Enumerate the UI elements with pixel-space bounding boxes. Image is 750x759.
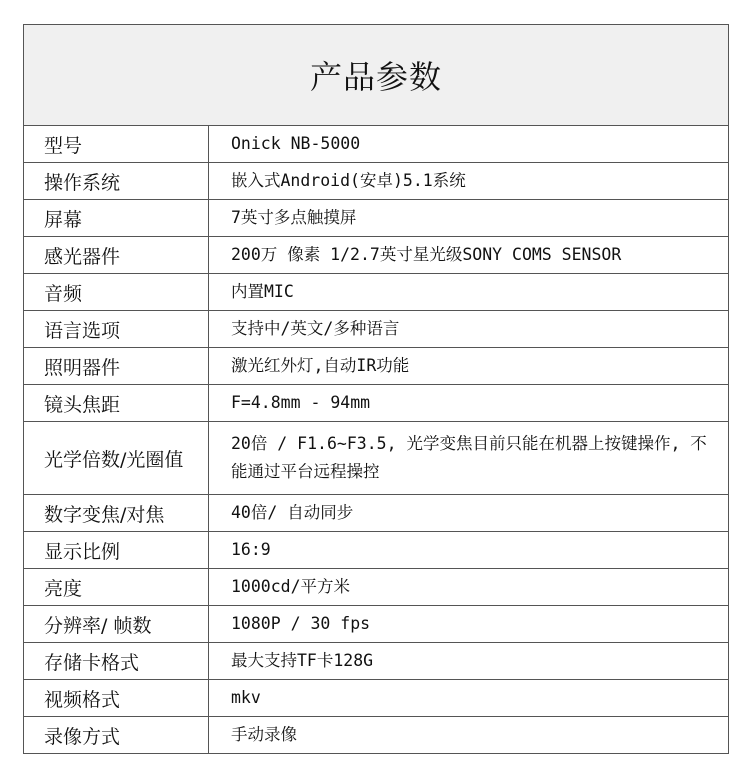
table-row [24, 643, 729, 680]
spec-label: 数字变焦/对焦 [24, 495, 209, 532]
spec-value: 200万 像素 1/2.7英寸星光级SONY COMS SENSOR [209, 237, 729, 274]
spec-label: 语言选项 [24, 311, 209, 348]
table-row [24, 717, 729, 754]
table-row [24, 569, 729, 606]
spec-label: 存储卡格式 [24, 643, 209, 680]
spec-value: 手动录像 [209, 717, 729, 754]
table-row [24, 237, 729, 274]
table-title-row [24, 25, 729, 126]
spec-value: 最大支持TF卡128G [209, 643, 729, 680]
spec-value: 40倍/ 自动同步 [209, 495, 729, 532]
table-row [24, 606, 729, 643]
spec-label: 音频 [24, 274, 209, 311]
spec-value: F=4.8mm - 94mm [209, 385, 729, 422]
spec-value: 激光红外灯,自动IR功能 [209, 348, 729, 385]
spec-value: 16:9 [209, 532, 729, 569]
spec-label: 型号 [24, 126, 209, 163]
product-spec-table [23, 24, 729, 754]
spec-value: 1000cd/平方米 [209, 569, 729, 606]
spec-label: 照明器件 [24, 348, 209, 385]
spec-label: 录像方式 [24, 717, 209, 754]
spec-label: 光学倍数/光圈值 [24, 422, 209, 495]
spec-label: 操作系统 [24, 163, 209, 200]
table-row [24, 532, 729, 569]
spec-label: 感光器件 [24, 237, 209, 274]
spec-label: 视频格式 [24, 680, 209, 717]
spec-label: 镜头焦距 [24, 385, 209, 422]
table-row [24, 680, 729, 717]
table-row [24, 495, 729, 532]
spec-label: 显示比例 [24, 532, 209, 569]
table-row [24, 385, 729, 422]
table-row [24, 274, 729, 311]
table-row [24, 422, 729, 495]
table-title: 产品参数 [24, 25, 729, 126]
table-row [24, 126, 729, 163]
table-row [24, 163, 729, 200]
spec-value: 嵌入式Android(安卓)5.1系统 [209, 163, 729, 200]
spec-label: 亮度 [24, 569, 209, 606]
table-row [24, 311, 729, 348]
spec-label: 分辨率/ 帧数 [24, 606, 209, 643]
spec-value: 内置MIC [209, 274, 729, 311]
spec-value: 7英寸多点触摸屏 [209, 200, 729, 237]
table-row [24, 348, 729, 385]
spec-value: 1080P / 30 fps [209, 606, 729, 643]
spec-label: 屏幕 [24, 200, 209, 237]
spec-value: Onick NB-5000 [209, 126, 729, 163]
spec-value: 支持中/英文/多种语言 [209, 311, 729, 348]
spec-value: 20倍 / F1.6~F3.5, 光学变焦目前只能在机器上按键操作, 不能通过平台远程操控 [209, 422, 729, 495]
spec-value: mkv [209, 680, 729, 717]
table-row [24, 200, 729, 237]
